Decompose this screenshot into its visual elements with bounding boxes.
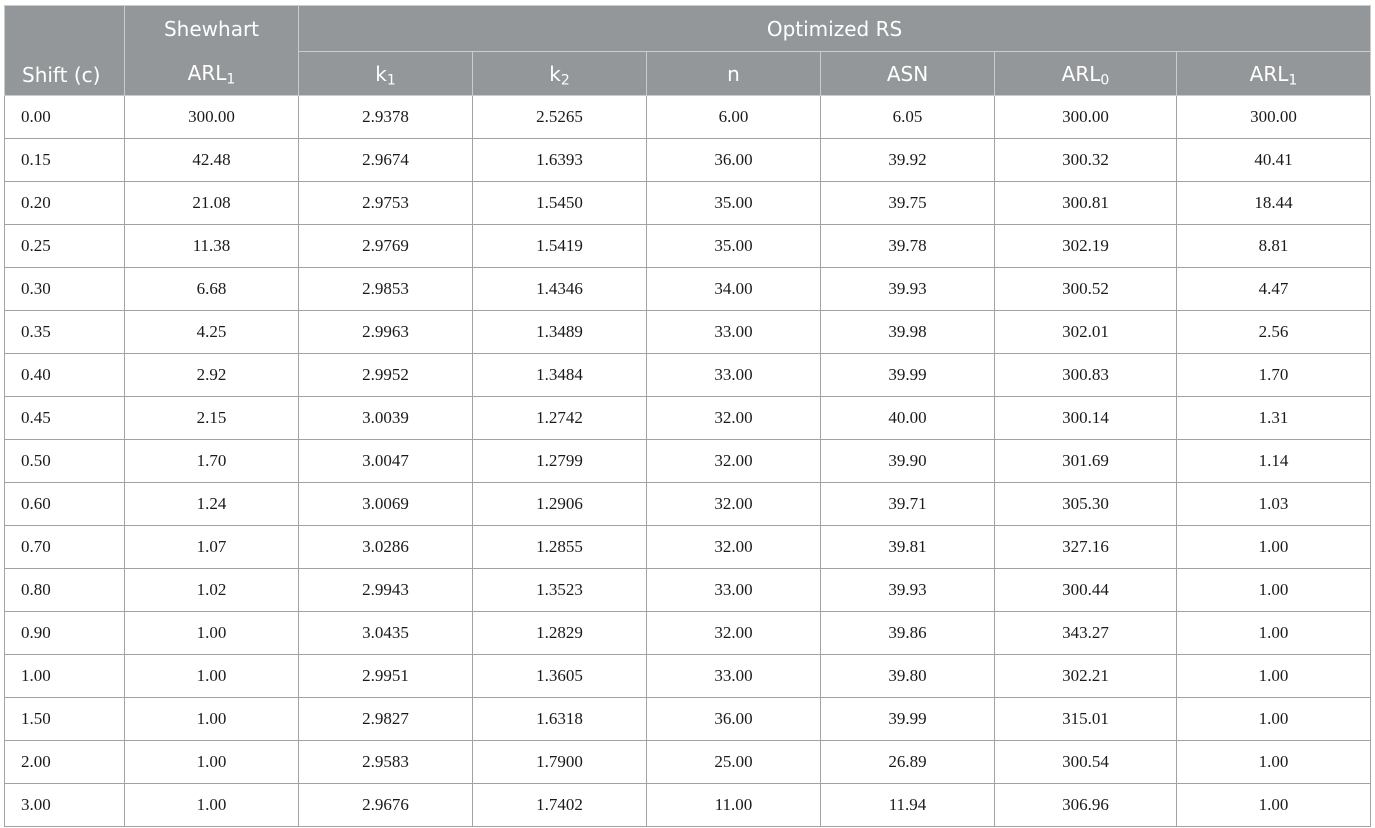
cell-k1: 2.9853 xyxy=(299,268,473,311)
cell-optimized-arl1: 1.00 xyxy=(1177,655,1371,698)
cell-shift: 0.20 xyxy=(5,182,125,225)
cell-k2: 1.2829 xyxy=(473,612,647,655)
cell-n: 36.00 xyxy=(647,139,821,182)
cell-shift: 0.35 xyxy=(5,311,125,354)
cell-shift: 0.30 xyxy=(5,268,125,311)
table-row xyxy=(5,182,1371,225)
cell-n: 32.00 xyxy=(647,612,821,655)
cell-shewhart-arl1: 1.70 xyxy=(125,440,299,483)
cell-k1: 3.0286 xyxy=(299,526,473,569)
cell-shift: 0.80 xyxy=(5,569,125,612)
cell-k2: 1.2906 xyxy=(473,483,647,526)
cell-shift: 2.00 xyxy=(5,741,125,784)
cell-k2: 1.5450 xyxy=(473,182,647,225)
table-row xyxy=(5,784,1371,827)
cell-k2: 1.2855 xyxy=(473,526,647,569)
cell-asn: 26.89 xyxy=(821,741,995,784)
cell-asn: 39.92 xyxy=(821,139,995,182)
cell-asn: 40.00 xyxy=(821,397,995,440)
header-asn: ASN xyxy=(821,52,995,96)
cell-shift: 0.60 xyxy=(5,483,125,526)
cell-shift: 1.00 xyxy=(5,655,125,698)
cell-k1: 2.9952 xyxy=(299,354,473,397)
cell-k1: 2.9943 xyxy=(299,569,473,612)
cell-k2: 1.7900 xyxy=(473,741,647,784)
cell-shewhart-arl1: 1.02 xyxy=(125,569,299,612)
cell-arl0: 300.83 xyxy=(995,354,1177,397)
cell-optimized-arl1: 1.00 xyxy=(1177,612,1371,655)
cell-shift: 3.00 xyxy=(5,784,125,827)
table-header xyxy=(5,6,1371,96)
cell-optimized-arl1: 40.41 xyxy=(1177,139,1371,182)
cell-k1: 2.9769 xyxy=(299,225,473,268)
table-row xyxy=(5,698,1371,741)
table-row xyxy=(5,268,1371,311)
cell-asn: 39.86 xyxy=(821,612,995,655)
cell-shewhart-arl1: 1.24 xyxy=(125,483,299,526)
cell-shift: 0.90 xyxy=(5,612,125,655)
cell-k1: 2.9963 xyxy=(299,311,473,354)
cell-k1: 3.0435 xyxy=(299,612,473,655)
cell-arl0: 300.54 xyxy=(995,741,1177,784)
cell-optimized-arl1: 1.00 xyxy=(1177,698,1371,741)
header-shewhart: Shewhart xyxy=(125,6,299,52)
cell-shewhart-arl1: 1.00 xyxy=(125,612,299,655)
cell-k1: 2.9951 xyxy=(299,655,473,698)
cell-shewhart-arl1: 21.08 xyxy=(125,182,299,225)
table-row xyxy=(5,741,1371,784)
cell-asn: 39.71 xyxy=(821,483,995,526)
cell-n: 36.00 xyxy=(647,698,821,741)
cell-optimized-arl1: 18.44 xyxy=(1177,182,1371,225)
cell-arl0: 300.52 xyxy=(995,268,1177,311)
cell-arl0: 301.69 xyxy=(995,440,1177,483)
cell-shewhart-arl1: 42.48 xyxy=(125,139,299,182)
cell-k2: 1.6318 xyxy=(473,698,647,741)
cell-asn: 6.05 xyxy=(821,96,995,139)
cell-shift: 0.70 xyxy=(5,526,125,569)
cell-arl0: 315.01 xyxy=(995,698,1177,741)
header-k2: $k_2$ xyxy=(473,52,647,96)
cell-n: 34.00 xyxy=(647,268,821,311)
cell-shewhart-arl1: 1.00 xyxy=(125,655,299,698)
cell-k2: 1.3489 xyxy=(473,311,647,354)
table-body xyxy=(5,96,1371,827)
cell-n: 25.00 xyxy=(647,741,821,784)
cell-n: 33.00 xyxy=(647,569,821,612)
table-row xyxy=(5,612,1371,655)
cell-asn: 11.94 xyxy=(821,784,995,827)
cell-shift: 0.00 xyxy=(5,96,125,139)
cell-asn: 39.99 xyxy=(821,354,995,397)
cell-asn: 39.98 xyxy=(821,311,995,354)
header-arl0: $ARL_0$ xyxy=(995,52,1177,96)
cell-arl0: 300.32 xyxy=(995,139,1177,182)
cell-k1: 2.9753 xyxy=(299,182,473,225)
cell-shewhart-arl1: 2.15 xyxy=(125,397,299,440)
cell-k1: 2.9674 xyxy=(299,139,473,182)
cell-asn: 39.90 xyxy=(821,440,995,483)
cell-shift: 0.50 xyxy=(5,440,125,483)
table-row xyxy=(5,526,1371,569)
cell-k1: 2.9827 xyxy=(299,698,473,741)
table-row xyxy=(5,225,1371,268)
cell-optimized-arl1: 1.03 xyxy=(1177,483,1371,526)
cell-arl0: 343.27 xyxy=(995,612,1177,655)
cell-shewhart-arl1: 1.00 xyxy=(125,784,299,827)
table-row xyxy=(5,440,1371,483)
cell-arl0: 300.81 xyxy=(995,182,1177,225)
cell-arl0: 300.44 xyxy=(995,569,1177,612)
cell-asn: 39.80 xyxy=(821,655,995,698)
cell-shewhart-arl1: 1.00 xyxy=(125,741,299,784)
cell-optimized-arl1: 8.81 xyxy=(1177,225,1371,268)
cell-asn: 39.81 xyxy=(821,526,995,569)
cell-n: 33.00 xyxy=(647,655,821,698)
cell-k2: 1.5419 xyxy=(473,225,647,268)
cell-n: 11.00 xyxy=(647,784,821,827)
table-row xyxy=(5,354,1371,397)
table-row xyxy=(5,96,1371,139)
cell-asn: 39.99 xyxy=(821,698,995,741)
cell-optimized-arl1: 1.31 xyxy=(1177,397,1371,440)
cell-arl0: 305.30 xyxy=(995,483,1177,526)
cell-arl0: 302.19 xyxy=(995,225,1177,268)
cell-k2: 2.5265 xyxy=(473,96,647,139)
cell-n: 35.00 xyxy=(647,182,821,225)
cell-k2: 1.7402 xyxy=(473,784,647,827)
table-row xyxy=(5,569,1371,612)
cell-optimized-arl1: 1.00 xyxy=(1177,741,1371,784)
results-table xyxy=(4,5,1371,827)
cell-n: 33.00 xyxy=(647,311,821,354)
cell-shift: 0.45 xyxy=(5,397,125,440)
header-k1: $k_1$ xyxy=(299,52,473,96)
cell-k2: 1.3484 xyxy=(473,354,647,397)
cell-n: 32.00 xyxy=(647,397,821,440)
cell-optimized-arl1: 1.14 xyxy=(1177,440,1371,483)
cell-asn: 39.93 xyxy=(821,268,995,311)
cell-k1: 2.9378 xyxy=(299,96,473,139)
cell-asn: 39.93 xyxy=(821,569,995,612)
cell-optimized-arl1: 4.47 xyxy=(1177,268,1371,311)
header-n: n xyxy=(647,52,821,96)
cell-k2: 1.3523 xyxy=(473,569,647,612)
cell-optimized-arl1: 300.00 xyxy=(1177,96,1371,139)
cell-shift: 0.15 xyxy=(5,139,125,182)
cell-shift: 0.40 xyxy=(5,354,125,397)
cell-k1: 2.9676 xyxy=(299,784,473,827)
table-row xyxy=(5,483,1371,526)
cell-optimized-arl1: 2.56 xyxy=(1177,311,1371,354)
cell-asn: 39.75 xyxy=(821,182,995,225)
cell-shewhart-arl1: 1.00 xyxy=(125,698,299,741)
cell-arl0: 300.00 xyxy=(995,96,1177,139)
cell-k2: 1.6393 xyxy=(473,139,647,182)
table-row xyxy=(5,655,1371,698)
cell-arl0: 306.96 xyxy=(995,784,1177,827)
cell-k1: 3.0039 xyxy=(299,397,473,440)
cell-shewhart-arl1: 4.25 xyxy=(125,311,299,354)
cell-k2: 1.3605 xyxy=(473,655,647,698)
cell-shewhart-arl1: 1.07 xyxy=(125,526,299,569)
header-optimized-rs: Optimized RS xyxy=(299,6,1371,52)
cell-arl0: 300.14 xyxy=(995,397,1177,440)
table-row xyxy=(5,311,1371,354)
table-row xyxy=(5,139,1371,182)
cell-shewhart-arl1: 2.92 xyxy=(125,354,299,397)
cell-n: 35.00 xyxy=(647,225,821,268)
table-row xyxy=(5,397,1371,440)
cell-arl0: 327.16 xyxy=(995,526,1177,569)
cell-k2: 1.4346 xyxy=(473,268,647,311)
cell-shewhart-arl1: 300.00 xyxy=(125,96,299,139)
cell-k2: 1.2742 xyxy=(473,397,647,440)
cell-arl0: 302.21 xyxy=(995,655,1177,698)
cell-shift: 0.25 xyxy=(5,225,125,268)
cell-optimized-arl1: 1.00 xyxy=(1177,569,1371,612)
cell-optimized-arl1: 1.70 xyxy=(1177,354,1371,397)
cell-shift: 1.50 xyxy=(5,698,125,741)
cell-k1: 3.0047 xyxy=(299,440,473,483)
header-optimized-arl1: $ARL_1$ xyxy=(1177,52,1371,96)
cell-arl0: 302.01 xyxy=(995,311,1177,354)
cell-asn: 39.78 xyxy=(821,225,995,268)
cell-n: 32.00 xyxy=(647,440,821,483)
header-shewhart-arl1: $ARL_1$ xyxy=(125,52,299,96)
cell-k1: 3.0069 xyxy=(299,483,473,526)
cell-k2: 1.2799 xyxy=(473,440,647,483)
cell-shewhart-arl1: 6.68 xyxy=(125,268,299,311)
cell-k1: 2.9583 xyxy=(299,741,473,784)
cell-shewhart-arl1: 11.38 xyxy=(125,225,299,268)
cell-optimized-arl1: 1.00 xyxy=(1177,784,1371,827)
cell-n: 32.00 xyxy=(647,483,821,526)
cell-n: 6.00 xyxy=(647,96,821,139)
cell-n: 33.00 xyxy=(647,354,821,397)
cell-optimized-arl1: 1.00 xyxy=(1177,526,1371,569)
cell-n: 32.00 xyxy=(647,526,821,569)
header-shift: Shift (c) xyxy=(5,6,125,96)
